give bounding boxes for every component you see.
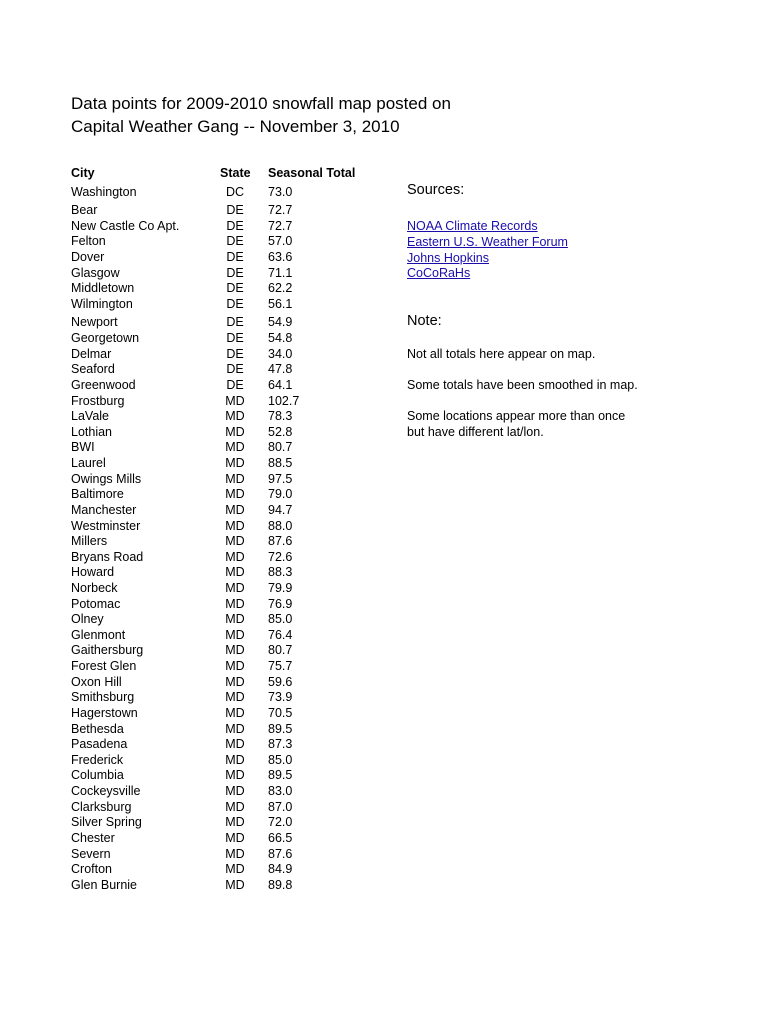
cell-state: MD [225,456,245,471]
cell-city: Norbeck [71,581,118,595]
cell-total: 76.9 [268,596,293,611]
cell-city: Smithsburg [71,690,135,705]
cell-state: MD [225,518,245,533]
cell-city: Middletown [71,281,135,296]
cell-total: 87.3 [268,737,293,752]
cell-total: 79.0 [268,487,293,502]
cell-city: LaVale [71,409,109,424]
cell-city: Frostburg [71,393,125,408]
cell-state: MD [225,471,245,486]
cell-city: Howard [71,565,115,580]
cell-state: DE [226,377,244,392]
cell-total: 88.0 [268,518,293,533]
cell-total: 54.8 [268,331,293,346]
cell-city: Wilmington [71,296,133,311]
cell-state: DC [225,184,245,199]
cell-city: Delmar [71,346,112,361]
cell-total: 97.5 [268,471,293,486]
cell-city: Seaford [71,362,115,377]
title-line-2: Capital Weather Gang -- November 3, 2010 [71,117,400,136]
cell-state: DE [226,281,244,296]
cell-state: MD [225,627,245,642]
cell-city: Chester [71,830,115,845]
cell-state: DE [226,203,244,218]
cell-city: Frederick [71,752,124,767]
cell-state: DE [226,296,244,311]
cell-total: 85.0 [268,612,293,627]
cell-city: Glenmont [71,627,126,642]
title-line-1: Data points for 2009-2010 snowfall map posted on [71,94,451,113]
note-text: Some totals have been smoothed in map. [407,378,638,392]
cell-total: 72.7 [268,203,293,218]
cell-total: 89.5 [268,768,293,783]
cell-total: 94.7 [268,502,293,517]
note-text: Not all totals here appear on map. [407,347,596,361]
cell-city: Glen Burnie [71,877,138,892]
cell-city: Clarksburg [71,799,132,814]
cell-city: Greenwood [71,377,136,392]
cell-city: Glasgow [71,265,120,280]
cell-state: MD [225,705,245,720]
cell-city: Bear [71,203,98,218]
cell-state: DE [226,218,244,233]
cell-city: Severn [71,846,111,861]
cell-city: Oxon Hill [71,674,122,689]
cell-state: MD [225,440,245,455]
cell-city: Crofton [71,862,112,877]
cell-city: Lothian [71,424,113,439]
cell-total: 84.9 [268,862,293,877]
cell-city: Manchester [71,502,137,517]
page-title [71,92,451,138]
cell-total: 87.6 [268,846,293,861]
cell-total: 64.1 [268,377,293,392]
cell-total: 54.9 [268,315,293,330]
cell-state: MD [225,643,245,658]
cell-city: Dover [71,249,105,264]
cell-total: 80.7 [268,440,293,455]
note-text: but have different lat/lon. [407,425,544,439]
cell-state: MD [225,846,245,861]
cell-total: 57.0 [268,234,293,249]
link-johns-hopkins[interactable]: Johns Hopkins [407,251,489,265]
cell-city: Olney [71,612,104,627]
cell-state: MD [225,877,245,892]
cell-total: 34.0 [268,346,293,361]
cell-state: DE [226,265,244,280]
sources-heading: Sources: [407,182,465,198]
cell-city: Columbia [71,768,124,783]
cell-state: MD [225,612,245,627]
cell-state: MD [225,487,245,502]
cell-state: MD [225,549,245,564]
cell-total: 72.6 [268,549,293,564]
cell-state: MD [225,659,245,674]
link-noaa-climate-records[interactable]: NOAA Climate Records [407,219,538,233]
column-header-total: Seasonal Total [268,166,356,180]
cell-city: Silver Spring [71,815,142,830]
cell-total: 88.3 [268,565,293,580]
cell-state: MD [225,409,245,424]
cell-city: Felton [71,234,106,249]
note-text: Some locations appear more than once [407,409,626,423]
cell-state: MD [225,752,245,767]
cell-state: DE [226,346,244,361]
cell-state: MD [225,581,245,595]
cell-total: 63.6 [268,249,293,264]
cell-total: 72.7 [268,218,293,233]
cell-state: MD [225,596,245,611]
cell-total: 75.7 [268,659,293,674]
cell-state: MD [225,737,245,752]
cell-total: 87.0 [268,799,293,814]
cell-state: DE [226,234,244,249]
cell-total: 83.0 [268,784,293,799]
cell-city: Bryans Road [71,549,144,564]
cell-state: MD [225,815,245,830]
cell-total: 76.4 [268,627,293,642]
cell-city: Bethesda [71,721,124,736]
link-cocorahs[interactable]: CoCoRaHs [407,266,471,280]
cell-total: 80.7 [268,643,293,658]
cell-city: Hagerstown [71,705,138,720]
cell-total: 88.5 [268,456,293,471]
cell-city: Potomac [71,596,121,611]
cell-state: DE [226,362,244,377]
cell-total: 56.1 [268,296,293,311]
cell-state: DE [226,315,244,330]
cell-total: 59.6 [268,674,293,689]
cell-total: 70.5 [268,705,293,720]
cell-state: MD [225,393,245,408]
cell-city: Georgetown [71,331,140,346]
cell-total: 47.8 [268,362,293,377]
cell-state: DE [226,249,244,264]
cell-total: 89.5 [268,721,293,736]
cell-state: MD [225,721,245,736]
cell-state: MD [225,502,245,517]
cell-state: DE [226,331,244,346]
cell-state: MD [225,784,245,799]
cell-state: MD [225,424,245,439]
cell-city: Newport [71,315,118,330]
cell-city: Baltimore [71,487,124,502]
cell-total: 79.9 [268,581,293,595]
cell-total: 71.1 [268,265,293,280]
cell-state: MD [225,674,245,689]
cell-total: 78.3 [268,409,293,424]
cell-total: 102.7 [268,393,300,408]
cell-total: 89.8 [268,877,293,892]
cell-city: Forest Glen [71,659,137,674]
cell-city: Gaithersburg [71,643,144,658]
cell-total: 87.6 [268,534,293,549]
column-header-state: State [220,166,251,180]
link-eastern-us-weather-forum[interactable]: Eastern U.S. Weather Forum [407,235,568,249]
note-heading: Note: [407,313,442,329]
cell-total: 66.5 [268,830,293,845]
cell-state: MD [225,534,245,549]
cell-city: Cockeysville [71,784,141,799]
cell-state: MD [225,565,245,580]
cell-state: MD [225,768,245,783]
cell-total: 73.0 [268,184,293,199]
cell-total: 73.9 [268,690,293,705]
cell-state: MD [225,862,245,877]
column-header-city: City [71,166,95,180]
cell-state: MD [225,799,245,814]
cell-total: 72.0 [268,815,293,830]
cell-city: BWI [71,440,95,455]
cell-city: Millers [71,534,108,549]
cell-city: Pasadena [71,737,128,752]
cell-total: 62.2 [268,281,293,296]
cell-state: MD [225,830,245,845]
cell-city: Washington [71,184,137,199]
cell-state: MD [225,690,245,705]
cell-city: Laurel [71,456,106,471]
cell-city: Owings Mills [71,471,142,486]
cell-city: New Castle Co Apt. [71,218,180,233]
cell-total: 52.8 [268,424,293,439]
cell-total: 85.0 [268,752,293,767]
cell-city: Westminster [71,518,141,533]
